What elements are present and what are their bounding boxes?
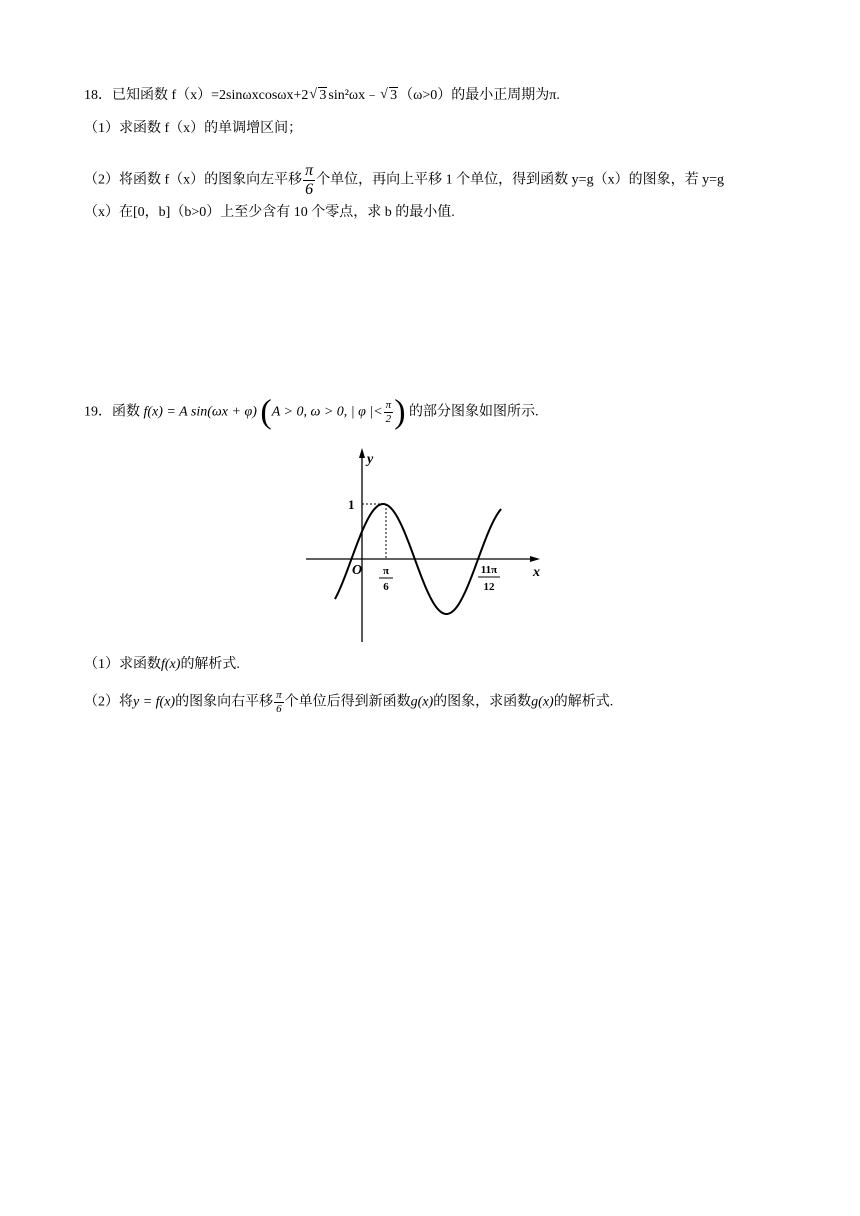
q19-part2-b: 的图象向右平移	[175, 694, 274, 710]
q19-part1-a: （1）求函数	[84, 657, 161, 672]
x-tick2-den: 12	[483, 581, 495, 593]
x-tick1-den: 6	[383, 581, 389, 593]
q19-part2-e: 的解析式.	[553, 694, 614, 710]
q19-conditions: A > 0, ω > 0, | φ |<	[271, 404, 383, 420]
x-axis-label: x	[533, 565, 540, 580]
y-tick-1: 1	[348, 497, 355, 512]
q18-stem-b: sin²ωx﹣	[328, 88, 380, 103]
q19-part2-a: （2）将	[84, 694, 133, 710]
x-tick2-num: 11π	[480, 564, 498, 576]
q19-number: 19．	[84, 404, 112, 420]
q18-part2-cont: （x）在[0，b]（b>0）上至少含有 10 个零点，求 b 的最小值.	[84, 205, 455, 220]
q19-part2-g1: g(x)	[410, 694, 434, 710]
q18-part1: （1）求函数 f（x）的单调增区间；	[84, 121, 303, 136]
q18-stem-c: （ω>0）的最小正周期为π.	[399, 88, 560, 103]
sqrt3-a: √ 3	[309, 87, 327, 103]
q19-formula: f(x) = A sin(ωx + φ)	[143, 404, 257, 420]
q18-number: 18．	[84, 88, 112, 103]
q19-part2-f: y = f(x)	[133, 694, 176, 710]
sqrt3-b: √ 3	[380, 87, 398, 103]
pi-over-6-small-fraction: $\frac{\pi}{6}$	[276, 689, 282, 715]
q19-part2-c: 个单位后得到新函数	[284, 694, 411, 710]
x-axis-arrow	[530, 556, 540, 562]
q19-part1	[84, 655, 240, 675]
right-paren: )	[394, 393, 406, 431]
q19-part2-d: 的图象，求函数	[433, 694, 532, 710]
q18-stem	[84, 86, 560, 106]
x-tick1-num: π	[382, 565, 390, 577]
max-guide-line	[362, 504, 386, 559]
function-graph	[300, 446, 550, 646]
y-axis-arrow	[359, 448, 365, 458]
q19-part1-f: f(x)	[161, 657, 181, 672]
axes	[306, 454, 532, 642]
y-axis-label: y	[367, 452, 374, 467]
q19-part2-g2: g(x)	[531, 694, 554, 710]
q19-lead: 函数	[112, 404, 140, 420]
q19-part1-b: 的解析式.	[180, 657, 240, 672]
q19-part2	[84, 690, 613, 715]
origin-label: O	[352, 563, 363, 578]
q19-stem	[84, 393, 539, 431]
q19-tail: 的部分图象如图所示.	[409, 404, 539, 420]
q18-part2	[84, 163, 724, 198]
q18-part2-a: （2）将函数 f（x）的图象向左平移	[84, 172, 303, 188]
q18-stem-a: 已知函数 f（x）=2sinωxcosωx+2	[112, 88, 309, 103]
pi-over-2-fraction: $\frac{\pi}{2}$	[385, 399, 392, 425]
q18-part2-b: 个单位，再向上平移 1 个单位，得到函数 y=g（x）的图象，若 y=g	[316, 172, 724, 188]
pi-over-6-fraction: $\frac{\pi}{6}$	[305, 162, 314, 198]
left-paren: (	[260, 393, 272, 431]
